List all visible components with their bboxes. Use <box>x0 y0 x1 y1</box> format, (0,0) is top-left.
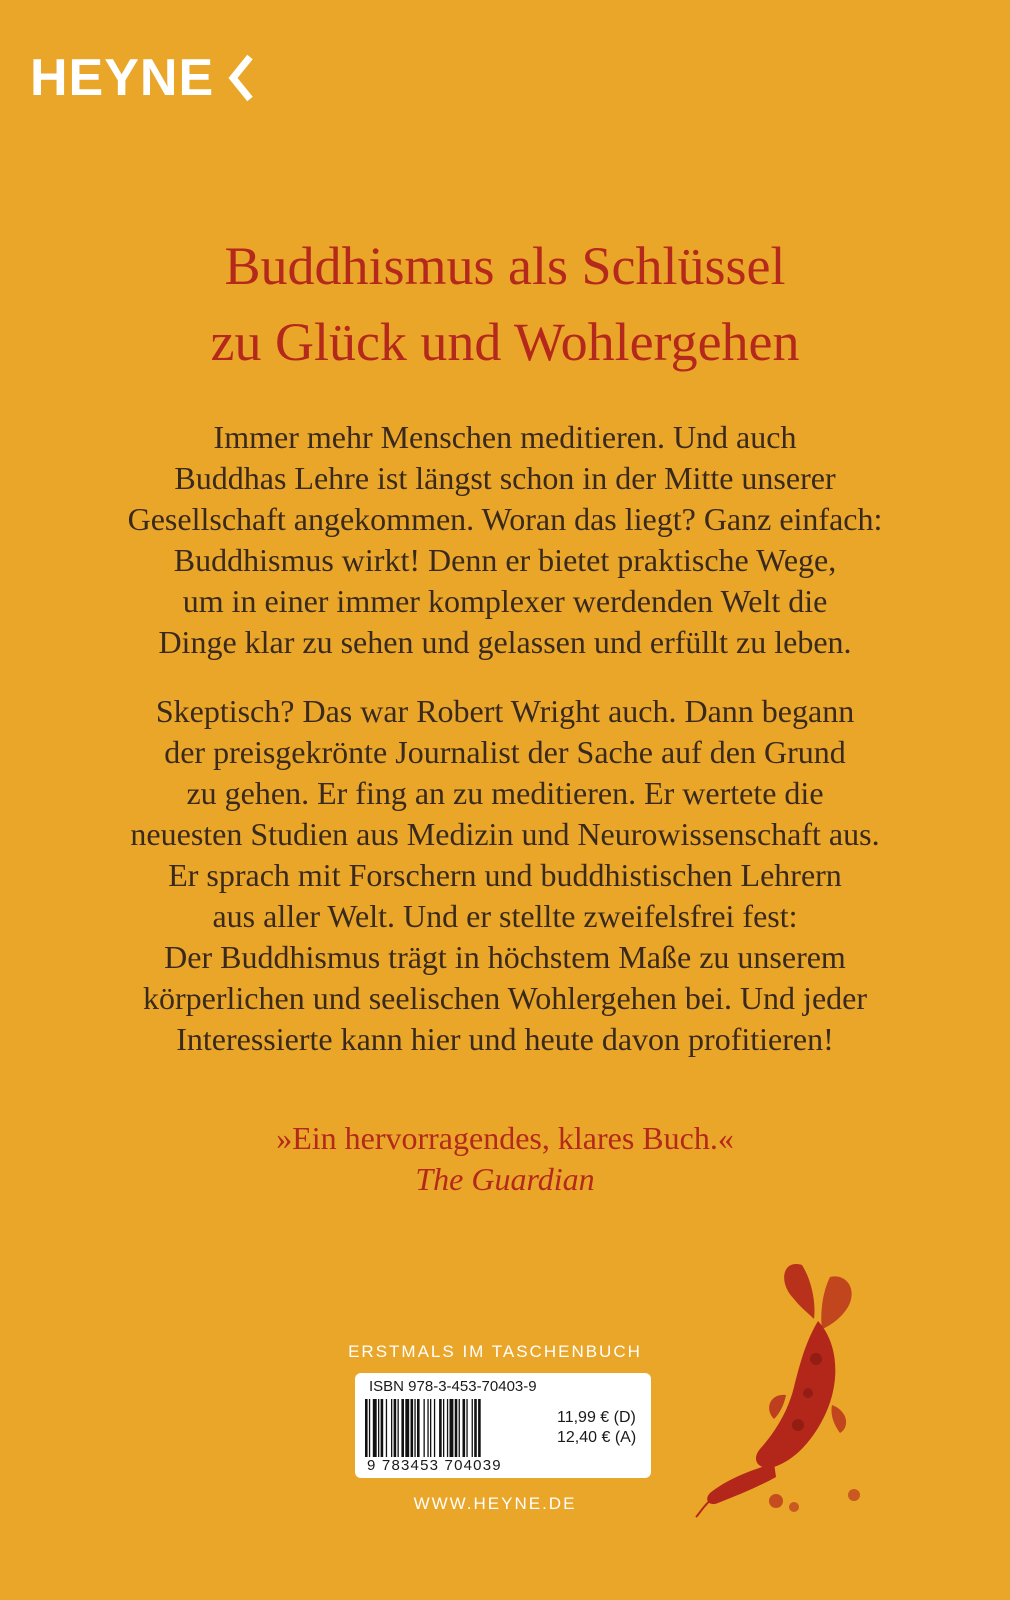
barcode-bar <box>373 1399 377 1457</box>
website-url: WWW.HEYNE.DE <box>413 1494 577 1513</box>
paragraph-line: Buddhismus wirkt! Denn er bietet praktische Wege, <box>173 542 837 578</box>
quote-text: »Ein hervorragendes, klares Buch.« <box>276 1120 734 1156</box>
price-germany: 11,99 € (D) <box>557 1409 636 1426</box>
barcode-bar <box>474 1399 477 1457</box>
publisher-name: HEYNE <box>30 49 215 107</box>
price-austria: 12,40 € (A) <box>557 1429 637 1446</box>
paragraph-line: Der Buddhismus trägt in höchstem Maße zu unserem <box>164 939 846 975</box>
headline-line: zu Glück und Wohlergehen <box>210 312 800 372</box>
barcode-bar <box>472 1399 473 1457</box>
barcode-bar <box>401 1399 404 1457</box>
edition-note: ERSTMALS IM TASCHENBUCH <box>348 1342 642 1361</box>
koi-fish-illustration <box>690 1255 890 1520</box>
barcode-bar <box>411 1399 414 1457</box>
headline <box>0 228 1010 380</box>
paragraph-line: Er sprach mit Forschern und buddhistischen Lehrern <box>168 857 842 893</box>
barcode-bar <box>365 1399 368 1457</box>
paragraph-line: körperlichen und seelischen Wohlergehen bei. Und jeder <box>143 980 867 1016</box>
paragraph-line: neuesten Studien aus Medizin und Neurowissenschaft aus. <box>130 816 880 852</box>
paragraph-line: Gesellschaft angekommen. Woran das liegt? Ganz einfach: <box>127 501 883 537</box>
barcode-bar <box>450 1399 454 1457</box>
barcode-bar <box>381 1399 384 1457</box>
description-paragraph-2 <box>40 691 970 1060</box>
paragraph-line: Buddhas Lehre ist längst schon in der Mitte unserer <box>174 460 836 496</box>
barcode-bar <box>398 1399 399 1457</box>
barcode-digits: 9 783453 704039 <box>367 1457 502 1474</box>
barcode-bar <box>417 1399 420 1457</box>
chevron-left-icon <box>226 53 256 103</box>
publisher-logo <box>30 49 256 107</box>
barcode-bar <box>439 1399 442 1457</box>
paragraph-line: Dinge klar zu sehen und gelassen und erfüllt zu leben. <box>158 624 852 660</box>
barcode-bar <box>369 1399 370 1457</box>
barcode-bar <box>414 1399 415 1457</box>
barcode-bar <box>394 1399 397 1457</box>
barcode-bar <box>478 1399 481 1457</box>
barcode-label <box>355 1373 651 1478</box>
headline-line: Buddhismus als Schlüssel <box>224 236 786 296</box>
paragraph-line: Interessierte kann hier und heute davon profitieren! <box>176 1021 834 1057</box>
barcode-bar <box>443 1399 444 1457</box>
barcode-bar <box>447 1399 448 1457</box>
barcode-bar <box>386 1399 387 1457</box>
barcode-bar <box>455 1399 458 1457</box>
barcode-bar <box>459 1399 460 1457</box>
paragraph-line: aus aller Welt. Und er stellte zweifelsfrei fest: <box>212 898 798 934</box>
paragraph-line: der preisgekrönte Journalist der Sache auf den Grund <box>164 734 846 770</box>
barcode-graphic <box>365 1399 547 1457</box>
barcode-bar <box>391 1399 392 1457</box>
isbn-text: ISBN 978-3-453-70403-9 <box>369 1378 537 1395</box>
paragraph-line: um in einer immer komplexer werdenden Welt die <box>182 583 828 619</box>
review-quote <box>0 1118 1010 1200</box>
paragraph-line: Immer mehr Menschen meditieren. Und auch <box>213 419 797 455</box>
description-paragraph-1 <box>40 417 970 663</box>
barcode-bar <box>463 1399 466 1457</box>
barcode-bar <box>405 1399 409 1457</box>
paragraph-line: Skeptisch? Das war Robert Wright auch. Dann begann <box>155 693 855 729</box>
barcode-bar <box>430 1399 431 1457</box>
barcode-bar <box>427 1399 428 1457</box>
barcode-bar <box>378 1399 379 1457</box>
barcode-bar <box>424 1399 425 1457</box>
quote-source: The Guardian <box>415 1161 595 1197</box>
paragraph-line: zu gehen. Er fing an zu meditieren. Er wertete die <box>186 775 824 811</box>
barcode-bar <box>434 1399 435 1457</box>
barcode-bar <box>466 1399 467 1457</box>
